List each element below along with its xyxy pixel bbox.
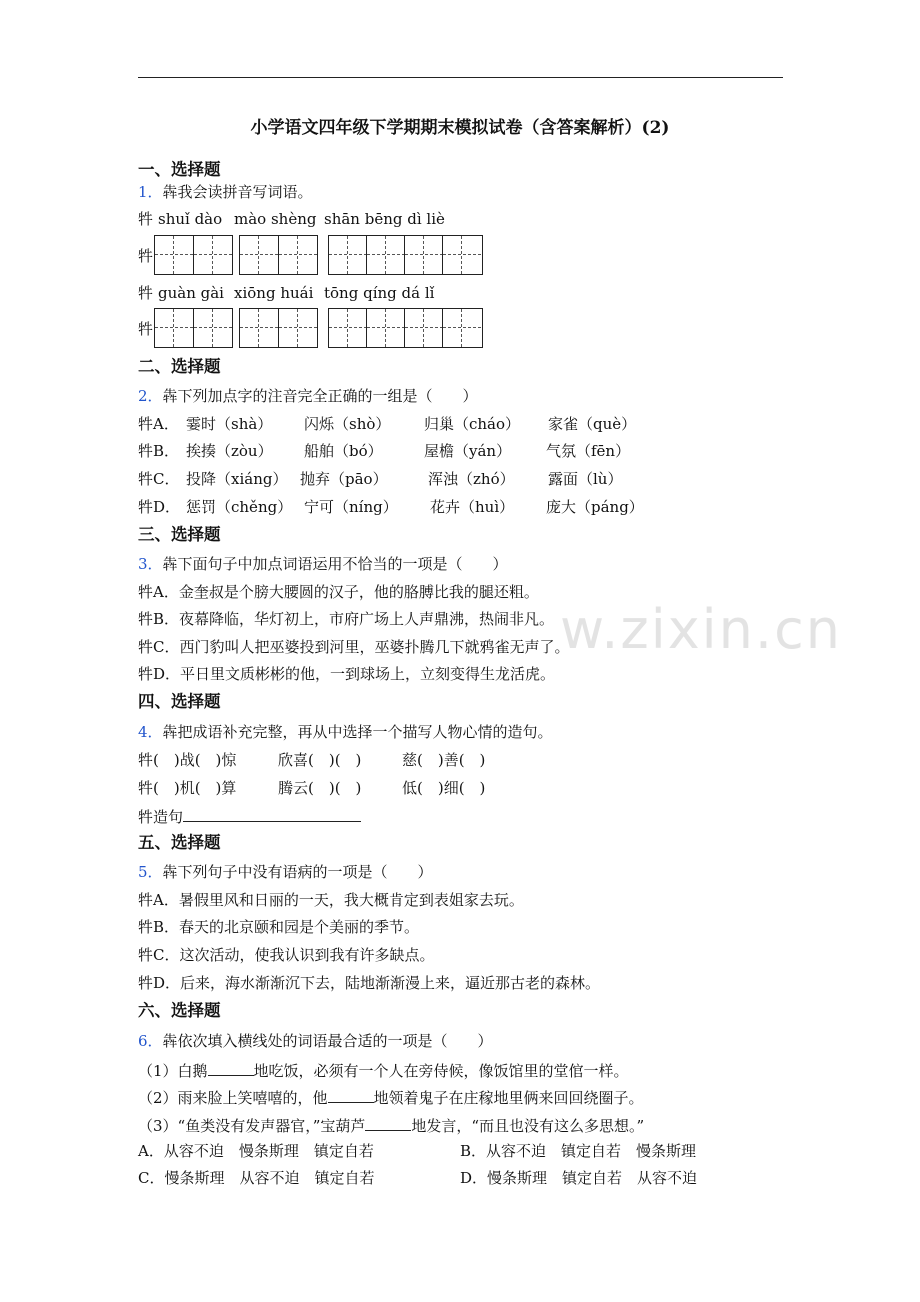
question-6-stem bbox=[138, 1031, 493, 1051]
option-item: 庞大（páng） bbox=[546, 498, 644, 516]
pinyin-row-1 bbox=[138, 209, 658, 229]
option-a[interactable]: 牪A．暑假里风和日丽的一天，我大概肯定到表姐家去玩。 bbox=[138, 891, 524, 909]
question-text: 犇下列句子中没有语病的一项是（ ） bbox=[162, 863, 433, 881]
writing-box[interactable] bbox=[328, 235, 483, 275]
writing-box[interactable] bbox=[154, 235, 233, 275]
option-row[interactable] bbox=[138, 441, 758, 461]
question-1-stem bbox=[138, 182, 313, 202]
sentence-text: （3）“鱼类没有发声器官，”宝葫芦 bbox=[138, 1117, 366, 1135]
sentence-text: （1）白鹅 bbox=[138, 1062, 208, 1080]
option-c[interactable]: C．慢条斯理 从容不迫 镇定自若 bbox=[138, 1169, 375, 1187]
pinyin-label: shān bēng dì liè bbox=[324, 210, 445, 228]
option-row-cd bbox=[138, 1168, 738, 1188]
idiom-row-2 bbox=[138, 778, 538, 798]
idiom-row-1 bbox=[138, 750, 538, 770]
idiom-blank[interactable]: 欣喜( )( ) bbox=[278, 751, 362, 769]
writing-box[interactable] bbox=[154, 308, 233, 348]
option-label: 牪A． bbox=[138, 415, 179, 433]
sentence-text: 地发言，“而且也没有这么多思想。” bbox=[411, 1117, 645, 1135]
question-2-stem bbox=[138, 386, 478, 406]
option-item: 花卉（huì） bbox=[430, 498, 515, 516]
section-heading-6: 六、选择题 bbox=[138, 1001, 221, 1020]
option-item: 屋檐（yán） bbox=[424, 442, 512, 460]
option-label: 牪D． bbox=[138, 498, 181, 516]
idiom-blank[interactable]: 牪( )战( )惊 bbox=[138, 751, 237, 769]
option-a[interactable]: A．从容不迫 慢条斯理 镇定自若 bbox=[138, 1142, 374, 1160]
option-item: 惩罚（chěng） bbox=[186, 498, 293, 516]
pinyin-prefix: 牪 bbox=[138, 210, 154, 228]
pinyin-label: shuǐ dào bbox=[158, 210, 223, 228]
option-d[interactable]: D．慢条斯理 镇定自若 从容不迫 bbox=[460, 1169, 698, 1187]
fill-blank[interactable] bbox=[328, 1086, 374, 1103]
question-3-stem bbox=[138, 554, 508, 574]
option-item: 归巢（cháo） bbox=[424, 415, 521, 433]
pinyin-prefix: 牪 bbox=[138, 284, 154, 302]
question-number: 1． bbox=[138, 183, 163, 201]
question-text: 犇把成语补充完整，再从中选择一个描写人物心情的造句。 bbox=[162, 723, 553, 741]
option-item: 气氛（fēn） bbox=[546, 442, 631, 460]
option-item: 家雀（què） bbox=[548, 415, 637, 433]
writing-grid-row-2 bbox=[138, 308, 498, 348]
question-text: 犇依次填入横线处的词语最合适的一项是（ ） bbox=[162, 1032, 493, 1050]
question-number: 4． bbox=[138, 723, 163, 741]
header-rule bbox=[138, 77, 783, 78]
option-b[interactable]: 牪B．夜幕降临，华灯初上，市府广场上人声鼎沸，热闹非凡。 bbox=[138, 610, 555, 628]
writing-grid-row-1 bbox=[138, 235, 498, 275]
option-item: 露面（lù） bbox=[548, 470, 623, 488]
question-text: 犇下列加点字的注音完全正确的一组是（ ） bbox=[162, 387, 478, 405]
question-number: 5． bbox=[138, 863, 163, 881]
sentence-line bbox=[138, 805, 361, 827]
sentence-3 bbox=[138, 1114, 644, 1136]
idiom-blank[interactable]: 慈( )善( ) bbox=[402, 751, 486, 769]
grid-prefix: 牪 bbox=[138, 320, 154, 338]
option-row[interactable] bbox=[138, 469, 758, 489]
question-number: 6． bbox=[138, 1032, 163, 1050]
option-b[interactable]: B．从容不迫 镇定自若 慢条斯理 bbox=[460, 1142, 697, 1160]
fill-blank[interactable] bbox=[208, 1059, 254, 1076]
option-item: 浑浊（zhó） bbox=[428, 470, 515, 488]
sentence-blank[interactable] bbox=[183, 805, 361, 822]
section-heading-2: 二、选择题 bbox=[138, 357, 221, 376]
sentence-text: （2）雨来脸上笑嘻嘻的，他 bbox=[138, 1089, 328, 1107]
question-number: 3． bbox=[138, 555, 163, 573]
section-heading-3: 三、选择题 bbox=[138, 525, 221, 544]
option-label: 牪B． bbox=[138, 442, 180, 460]
sentence-1 bbox=[138, 1059, 629, 1081]
question-number: 2． bbox=[138, 387, 163, 405]
sentence-label: 牪造句 bbox=[138, 808, 184, 826]
question-4-stem bbox=[138, 722, 553, 742]
section-heading-1: 一、选择题 bbox=[138, 160, 221, 179]
sentence-text: 地领着鬼子在庄稼地里俩来回回绕圈子。 bbox=[373, 1089, 644, 1107]
fill-blank[interactable] bbox=[365, 1114, 411, 1131]
option-item: 抛弃（pāo） bbox=[300, 470, 388, 488]
page-title: 小学语文四年级下学期期末模拟试卷（含答案解析）(2) bbox=[250, 118, 670, 138]
writing-box[interactable] bbox=[239, 308, 318, 348]
section-heading-5: 五、选择题 bbox=[138, 833, 221, 852]
option-d[interactable]: 牪D．平日里文质彬彬的他，一到球场上，立刻变得生龙活虎。 bbox=[138, 665, 556, 683]
option-row-ab bbox=[138, 1141, 738, 1161]
idiom-blank[interactable]: 腾云( )( ) bbox=[278, 779, 362, 797]
writing-box[interactable] bbox=[239, 235, 318, 275]
idiom-blank[interactable]: 低( )细( ) bbox=[402, 779, 486, 797]
option-row[interactable] bbox=[138, 497, 758, 517]
option-item: 投降（xiáng） bbox=[186, 470, 288, 488]
option-c[interactable]: 牪C．西门豹叫人把巫婆投到河里，巫婆扑腾几下就鸦雀无声了。 bbox=[138, 638, 570, 656]
option-item: 挨揍（zòu） bbox=[186, 442, 273, 460]
question-5-stem bbox=[138, 862, 433, 882]
option-b[interactable]: 牪B．春天的北京颐和园是个美丽的季节。 bbox=[138, 918, 420, 936]
option-c[interactable]: 牪C．这次活动，使我认识到我有许多缺点。 bbox=[138, 946, 435, 964]
sentence-text: 地吃饭，必须有一个人在旁侍候，像饭馆里的堂倌一样。 bbox=[253, 1062, 629, 1080]
watermark: w.zixin.cn bbox=[560, 598, 842, 661]
option-row[interactable] bbox=[138, 414, 758, 434]
sentence-2 bbox=[138, 1086, 644, 1108]
question-text: 犇我会读拼音写词语。 bbox=[162, 183, 313, 201]
pinyin-label: guàn gài bbox=[158, 284, 224, 302]
grid-prefix: 牪 bbox=[138, 247, 154, 265]
pinyin-label: mào shèng bbox=[234, 210, 317, 228]
option-item: 船舶（bó） bbox=[304, 442, 383, 460]
option-d[interactable]: 牪D．后来，海水渐渐沉下去，陆地渐渐漫上来，逼近那古老的森林。 bbox=[138, 974, 601, 992]
pinyin-row-2 bbox=[138, 283, 658, 303]
option-a[interactable]: 牪A．金奎叔是个膀大腰圆的汉子，他的胳膊比我的腿还粗。 bbox=[138, 583, 539, 601]
pinyin-label: tōng qíng dá lǐ bbox=[324, 284, 435, 302]
option-label: 牪C． bbox=[138, 470, 180, 488]
option-item: 闪烁（shò） bbox=[304, 415, 391, 433]
option-item: 宁可（níng） bbox=[304, 498, 398, 516]
pinyin-label: xiōng huái bbox=[234, 284, 314, 302]
idiom-blank[interactable]: 牪( )机( )算 bbox=[138, 779, 237, 797]
writing-box[interactable] bbox=[328, 308, 483, 348]
section-heading-4: 四、选择题 bbox=[138, 692, 221, 711]
option-item: 霎时（shà） bbox=[186, 415, 273, 433]
question-text: 犇下面句子中加点词语运用不恰当的一项是（ ） bbox=[162, 555, 508, 573]
